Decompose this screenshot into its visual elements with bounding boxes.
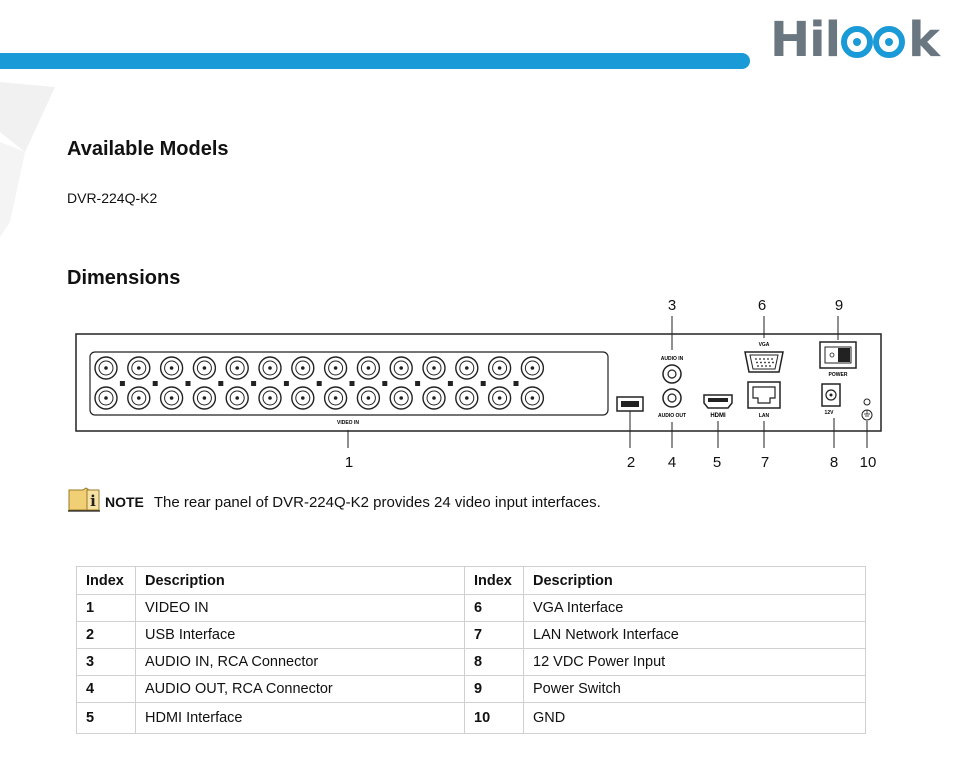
description-cell: USB Interface [136,622,465,649]
table-row [77,676,866,703]
note-text: The rear panel of DVR-224Q-K2 provides 24 video input interfaces. [153,493,601,511]
bnc-channel-tag [218,381,223,386]
description-cell: AUDIO IN, RCA Connector [136,649,465,676]
power-switch-icon [820,342,856,368]
description-cell: VIDEO IN [136,595,465,622]
index-cell: 7 [465,622,524,649]
audio-out-jack-icon [663,389,681,407]
index-cell: 2 [77,622,136,649]
bnc-channel-tag [448,381,453,386]
hdmi-label: HDMI [710,413,726,419]
background-watermark [0,72,70,242]
bnc-connector-icon [193,357,215,379]
description-cell: AUDIO OUT, RCA Connector [136,676,465,703]
bnc-channel-tag [415,381,420,386]
bnc-channel-tag [186,381,191,386]
model-name: DVR-224Q-K2 [67,190,158,206]
bnc-connector-icon [259,357,281,379]
bnc-connector-icon [128,357,150,379]
bnc-channel-tag [382,381,387,386]
bnc-connector-icon [193,387,215,409]
bnc-connector-icon [292,357,314,379]
bnc-channel-tag [317,381,322,386]
usb-port-icon [617,397,643,411]
table-row [77,595,866,622]
ground-icon [862,399,872,420]
lan-port-icon [748,382,780,408]
bnc-connector-icon [95,357,117,379]
bnc-connector-icon [128,387,150,409]
bnc-channel-tag [153,381,158,386]
bnc-connector-icon [357,387,379,409]
header-accent-bar [0,50,752,70]
bnc-channel-tag [120,381,125,386]
vga-label: VGA [758,342,770,348]
interface-table [76,566,866,734]
bnc-connector-icon [95,387,117,409]
description-cell: GND [524,703,866,734]
description-cell: HDMI Interface [136,703,465,734]
column-header-description: Description [136,567,465,595]
lan-label: LAN [758,413,770,419]
power-label: POWER [828,372,848,378]
callout-1: 1 [344,454,354,471]
bnc-connector-icon [161,357,183,379]
index-cell: 8 [465,649,524,676]
table-row [77,703,866,734]
callout-4: 4 [667,454,677,471]
note-info-icon [67,487,101,513]
callout-8: 8 [829,454,839,471]
note-line [67,487,601,513]
index-cell: 6 [465,595,524,622]
hdmi-port-icon [704,395,732,408]
dc-label: 12V [824,410,834,416]
bnc-channel-tag [350,381,355,386]
bnc-connectors [95,357,543,409]
bnc-connector-icon [226,387,248,409]
bnc-connector-icon [390,357,412,379]
index-cell: 1 [77,595,136,622]
bnc-connector-icon [226,357,248,379]
bnc-channel-tag [251,381,256,386]
callout-2: 2 [626,454,636,471]
bnc-connector-icon [456,387,478,409]
index-cell: 5 [77,703,136,734]
dimensions-heading: Dimensions [67,267,181,289]
bnc-connector-icon [292,387,314,409]
note-label: NOTE [105,494,144,510]
logo-eye-icon [841,20,907,60]
bnc-channel-tag [481,381,486,386]
column-header-index: Index [465,567,524,595]
bnc-connector-icon [423,387,445,409]
callout-5: 5 [712,454,722,471]
bnc-connector-icon [259,387,281,409]
table-row [77,649,866,676]
bnc-connector-icon [161,387,183,409]
bnc-connector-icon [521,387,543,409]
audio-out-label: AUDIO OUT [657,413,687,419]
bnc-channel-tag [514,381,519,386]
column-header-index: Index [77,567,136,595]
description-cell: LAN Network Interface [524,622,866,649]
dc-power-jack-icon [822,384,840,406]
callout-10: 10 [859,454,877,471]
callout-6: 6 [757,297,767,314]
audio-in-label: AUDIO IN [660,356,684,362]
bnc-connector-icon [423,357,445,379]
bnc-connector-icon [390,387,412,409]
table-row [77,622,866,649]
description-cell: 12 VDC Power Input [524,649,866,676]
description-cell: Power Switch [524,676,866,703]
callout-3: 3 [667,297,677,314]
bnc-connector-icon [489,357,511,379]
column-header-description: Description [524,567,866,595]
index-cell: 3 [77,649,136,676]
index-cell: 9 [465,676,524,703]
vga-port-icon [745,352,783,372]
svg-text:i: i [90,492,96,510]
callout-7: 7 [760,454,770,471]
bnc-connector-icon [325,387,347,409]
index-cell: 4 [77,676,136,703]
audio-in-jack-icon [663,365,681,383]
bnc-connector-icon [521,357,543,379]
bnc-connector-icon [357,357,379,379]
bnc-connector-icon [456,357,478,379]
rear-panel-diagram [70,290,890,475]
table-header-row [77,567,866,595]
index-cell: 10 [465,703,524,734]
bnc-connector-icon [325,357,347,379]
video-in-label: VIDEO IN [337,420,359,426]
hilook-logo: Hil k [770,12,939,68]
callout-9: 9 [834,297,844,314]
bnc-connector-icon [489,387,511,409]
bnc-channel-tag [284,381,289,386]
description-cell: VGA Interface [524,595,866,622]
available-models-heading: Available Models [67,138,229,160]
